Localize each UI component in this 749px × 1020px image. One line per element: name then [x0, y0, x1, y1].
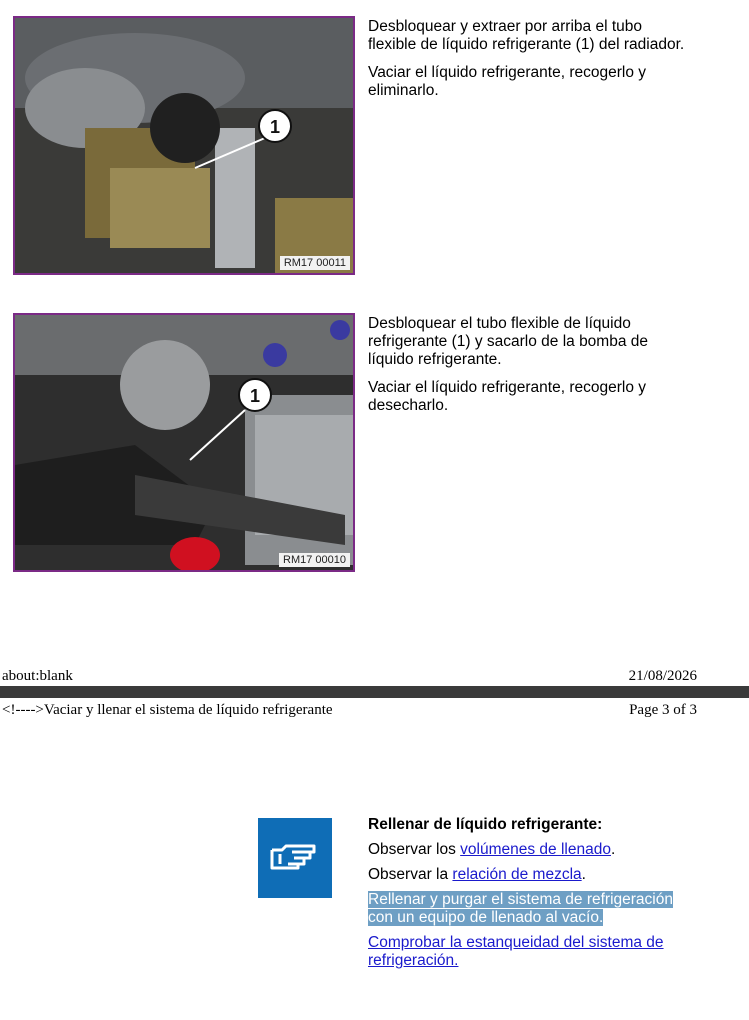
- engine-photo-image: [15, 315, 353, 570]
- leak-test-link[interactable]: Comprobar la estanqueidad del sistema de refrigeración.: [368, 934, 664, 969]
- engine-photo-image: [15, 18, 353, 273]
- line-suffix: .: [581, 866, 586, 883]
- step2-paragraph-2: Vaciar el líquido refrigerante, recogerlo y desecharlo.: [368, 379, 646, 414]
- callout-number: 1: [269, 117, 281, 137]
- leak-test-line: [368, 934, 688, 970]
- page-break-divider: [0, 686, 749, 698]
- step1-paragraph-2: Vaciar el líquido refrigerante, recogerlo y eliminarlo.: [368, 64, 646, 99]
- pointing-hand-icon: [258, 818, 332, 898]
- coolant-fill-instructions: [368, 816, 688, 977]
- line-prefix: Observar los: [368, 841, 461, 858]
- line-prefix: Observar la: [368, 866, 453, 883]
- step2-text: [368, 315, 688, 425]
- highlighted-text: Rellenar y purgar el sistema de refrigeración con un equipo de llenado al vacío.: [368, 891, 673, 926]
- vacuum-fill-line: [368, 891, 688, 927]
- step1-text: [368, 18, 688, 110]
- header-page-number: Page 3 of 3: [629, 702, 697, 718]
- header-title: <!---->Vaciar y llenar el sistema de líquido refrigerante: [2, 702, 333, 718]
- fill-volumes-link[interactable]: volúmenes de llenado: [460, 841, 611, 858]
- fill-volumes-line: [368, 841, 688, 859]
- photo-label: RM17 00010: [279, 553, 350, 567]
- step1-paragraph-1: Desbloquear y extraer por arriba el tubo flexible de líquido refrigerante (1) del radiador.: [368, 18, 685, 53]
- mixing-ratio-link[interactable]: relación de mezcla: [452, 866, 582, 883]
- line-suffix: .: [610, 841, 616, 858]
- mixing-ratio-line: [368, 866, 688, 884]
- step1-photo: [13, 16, 355, 275]
- callout-number: 1: [249, 386, 261, 406]
- step2-paragraph-1: Desbloquear el tubo flexible de líquido refrigerante (1) y sacarlo de la bomba de líquido refrigerante.: [368, 315, 649, 368]
- step2-photo: [13, 313, 355, 572]
- footer-url: about:blank: [2, 668, 73, 684]
- photo-label: RM17 00011: [280, 256, 350, 270]
- info-title: Rellenar de líquido refrigerante:: [368, 816, 603, 833]
- footer-date: 21/08/2026: [628, 668, 697, 684]
